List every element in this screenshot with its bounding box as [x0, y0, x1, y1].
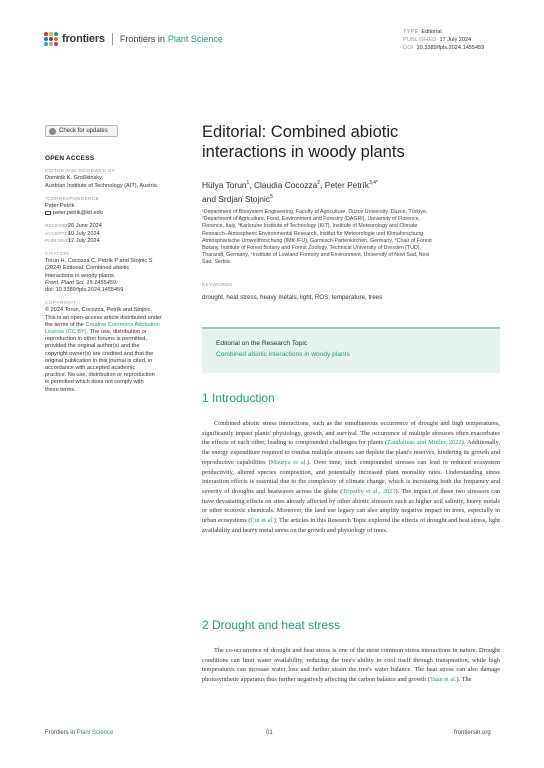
doi-label: DOI	[403, 45, 414, 51]
published-label: PUBLISHED	[403, 37, 437, 43]
author-sup: 1	[246, 180, 250, 186]
author-list: Hülya Torun$^1$, Claudia Cocozza$^2$, Peter Petrík$^{3,4*}$ and Srdjan Stojnic$^5$	[202, 179, 378, 205]
logo-dot	[49, 32, 53, 36]
citation-link[interactable]: Yuan et al.	[429, 676, 457, 684]
article-title	[202, 122, 502, 162]
logo-dot	[44, 37, 48, 41]
type-value: Editorial	[421, 29, 442, 35]
page-number: 01	[266, 730, 273, 736]
published-label-side: PUBLISHED	[45, 238, 73, 244]
copyright-line: practice. No use, distribution or reproduction	[45, 372, 155, 379]
affiliation-line: Research–Atmospheric Environmental Research, Institut für Meteorologie und Klimaforschung	[202, 230, 424, 237]
footer-journal	[45, 730, 113, 736]
section-heading-drought-heat: 2 Drought and heat stress	[202, 618, 341, 632]
citation-link[interactable]: Cui et al.	[250, 517, 274, 525]
published-date: 17 July 2024	[68, 237, 100, 244]
published-value: 17 July 2024	[439, 37, 472, 43]
author-sup: 5	[269, 194, 273, 201]
copyright-line: reproduction in other forums is permitted,	[45, 336, 147, 343]
copyright-label: COPYRIGHT	[45, 301, 77, 307]
affiliation-line: ²Department of Agriculture, Food, Environment and Forestry (DAGRI), University of Florence,	[202, 216, 421, 223]
citation-line: Torun H, Cocozza C, Petrík P and Stojnic S	[45, 258, 153, 265]
logo-divider	[112, 33, 113, 45]
footer-journal-name: Plant Science	[76, 730, 114, 736]
author-sup: 2	[317, 180, 321, 186]
keywords: drought, heat stress, heavy metals, light, ROS, temperature, trees	[202, 294, 383, 301]
affiliation-line: Tharandt, Germany, ⁵Institute of Lowland Forestry and Environment, University of Novi Sad, Novi	[202, 252, 430, 259]
citation-line: interactions in woody plants.	[45, 272, 116, 279]
type-label: TYPE	[403, 29, 419, 35]
citation-label: CITATION	[45, 252, 70, 258]
body-text: ). Over time, such compounded stresses can lead to reduced ecosystem productivity, altered species composition, and potentially increased plant mortality rates. Understanding stress interaction effects is essential due to the complexity of climate change, which is increasing both the frequency and severity of droughts and heatwaves across the globe (	[202, 458, 500, 495]
received-label: RECEIVED	[45, 224, 70, 230]
doi-value[interactable]: 10.3389/fpls.2024.1455459	[416, 45, 485, 51]
logo-dot	[54, 37, 58, 41]
research-topic-box	[202, 327, 500, 373]
author-sup: 3,4*	[368, 180, 378, 186]
logo-dot	[54, 42, 58, 46]
copyright-line: is permitted which does not comply with	[45, 379, 144, 386]
copyright-text: The use, distribution or	[89, 329, 147, 336]
logo-dot	[49, 37, 53, 41]
accepted-label: ACCEPTED	[45, 231, 72, 237]
open-access-label: OPEN ACCESS	[45, 155, 95, 162]
affiliation-line: Botany, Institute of Forest Botany and Forest Zoology, Technical University of Dresden (TUD),	[202, 245, 422, 252]
copyright-line: provided the original author(s) and the	[45, 343, 140, 350]
logo-dot	[44, 42, 48, 46]
copyright-line	[45, 329, 185, 336]
citation-line: (2024) Editorial: Combined abiotic	[45, 265, 130, 272]
author-name[interactable]: and Srdjan Stojnic	[202, 194, 270, 205]
body-text: ). Additionally, the energy expenditure required to combat multiple stresses can deplete the plant's reserves, hindering its growth and reproductive capabilities (	[202, 439, 500, 466]
body-text: Combined abiotic stress interactions, such as the simultaneous occurrence of drought and high temperatures, significantly impact plants' physiology, growth, and survival. The occurrence of multiple stressors often exacerbates the effects of each other, leading to compounded challenges for plants (	[202, 420, 500, 447]
check-for-updates-button[interactable]	[45, 125, 118, 137]
affiliation-line: Florence, Italy, ³Karlsruhe Institute of Technology (KIT), Institute of Meteorology and Climate	[202, 223, 418, 230]
edited-label: EDITED AND REVIEWED BY	[45, 169, 116, 175]
body-text: ). The impact of these two stressors can have devastating effects on sites already affected by other abiotic stressors such as higher soil salinity, heavy metals or other ecotoxic chemicals. Moreover, the land use legacy can also amplify negative impact on trees, especially in urban ecosystems (	[202, 487, 501, 525]
body-text: ). The	[456, 676, 472, 684]
author-name[interactable]: Claudia Cocozza	[253, 179, 318, 190]
logo-dot	[44, 32, 48, 36]
citation-link[interactable]: Tripathy et al., 2023	[342, 487, 396, 495]
author-name[interactable]: Peter Petrík	[324, 179, 369, 190]
citation-line: doi: 10.3389/fpls.2024.1455459	[45, 287, 124, 294]
mail-icon	[45, 211, 51, 215]
correspondence-email[interactable]: peter.petrik@kit.edu	[53, 210, 103, 217]
cc-license-link[interactable]: Creative Commons Attribution	[85, 321, 160, 328]
received-date: 26 June 2024	[68, 223, 102, 230]
correspondence-email-row[interactable]	[45, 210, 185, 217]
frontiers-logo[interactable]	[44, 32, 223, 46]
copyright-line	[45, 322, 185, 329]
introduction-paragraph	[202, 419, 500, 535]
author-name[interactable]: Hülya Torun	[202, 179, 247, 190]
citation-link[interactable]: Maurya et al.	[270, 458, 307, 466]
body-text: The co-occurrence of drought and heat stress is one of the most common stress interactions in nature. Drought conditions can limit water availability, reducing the tree's ability to cool itself through transpiration, while high temperatures can increase water loss and further strain the tree's water balance. The heat stress can also damage photosynthetic apparatus thus further negatively affecting the carbon balance and growth (	[202, 647, 500, 684]
affiliation-line: Sad, Serbia	[202, 259, 230, 266]
affiliation-line: Atmosphärische Umweltforschung (IMK-IFU), Garmisch-Partenkirchen, Germany, ⁴Chair of Forest	[202, 237, 432, 244]
copyright-line: copyright owner(s) are credited and that the	[45, 350, 154, 357]
correspondence-label: *CORRESPONDENCE	[45, 196, 100, 202]
citation-link[interactable]: Zandalinas and Mittler, 2022	[387, 439, 462, 447]
copyright-line: original publication in this journal is cited, in	[45, 357, 153, 364]
research-topic-label: Editorial on the Research Topic	[216, 340, 308, 347]
footer-journal-prefix: Frontiers in	[45, 730, 76, 736]
check-updates-icon	[49, 128, 56, 135]
article-meta	[403, 28, 484, 52]
accepted-date: 10 July 2024	[68, 230, 100, 237]
affiliations	[202, 209, 502, 267]
copyright-line: accordance with accepted academic	[45, 365, 136, 372]
keywords-label: KEYWORDS	[202, 283, 233, 288]
logo-word: frontiers	[62, 33, 105, 45]
section-heading-introduction: 1 Introduction	[202, 391, 275, 405]
journal-prefix: Frontiers in	[119, 34, 165, 44]
title-line: Editorial: Combined abiotic	[202, 123, 399, 141]
editor-name: Dominik K. Großkinsky,	[45, 175, 104, 182]
title-line: interactions in woody plants	[202, 143, 405, 161]
editor-affiliation: Austrian Institute of Technology (AIT), Austria	[45, 182, 157, 189]
correspondence-name: Peter Petrík	[45, 203, 75, 210]
drought-heat-paragraph	[202, 646, 500, 685]
research-topic-link[interactable]: Combined abiotic interactions in woody plants	[216, 351, 350, 358]
logo-dot	[54, 32, 58, 36]
logo-dots-icon	[44, 32, 58, 46]
body-text: ). The articles in this Research Topic explored the effects of drought and heat stress, light availability and heavy metal stress on the growth and physiology of trees.	[202, 517, 500, 534]
footer-site-link[interactable]: frontiersin.org	[454, 730, 491, 736]
affiliation-line: ¹Department of Biosystem Engineering, Faculty of Agriculture, Düzce University, Düzce, Türkiye,	[202, 209, 428, 215]
check-updates-label: Check for updates	[59, 128, 108, 134]
journal-name: Plant Science	[167, 34, 223, 44]
article-sidebar	[45, 155, 185, 394]
logo-dot	[49, 42, 53, 46]
cc-license-link-2[interactable]: License (CC BY).	[45, 329, 89, 336]
copyright-line: © 2024 Torun, Cocozza, Petrík and Stojnic.	[45, 307, 152, 314]
copyright-line: these terms.	[45, 386, 76, 393]
copyright-line: This is an open-access article distributed under	[45, 314, 162, 321]
citation-line: Front. Plant Sci. 15:1455459.	[45, 279, 118, 286]
copyright-text: the terms of the	[45, 321, 84, 328]
